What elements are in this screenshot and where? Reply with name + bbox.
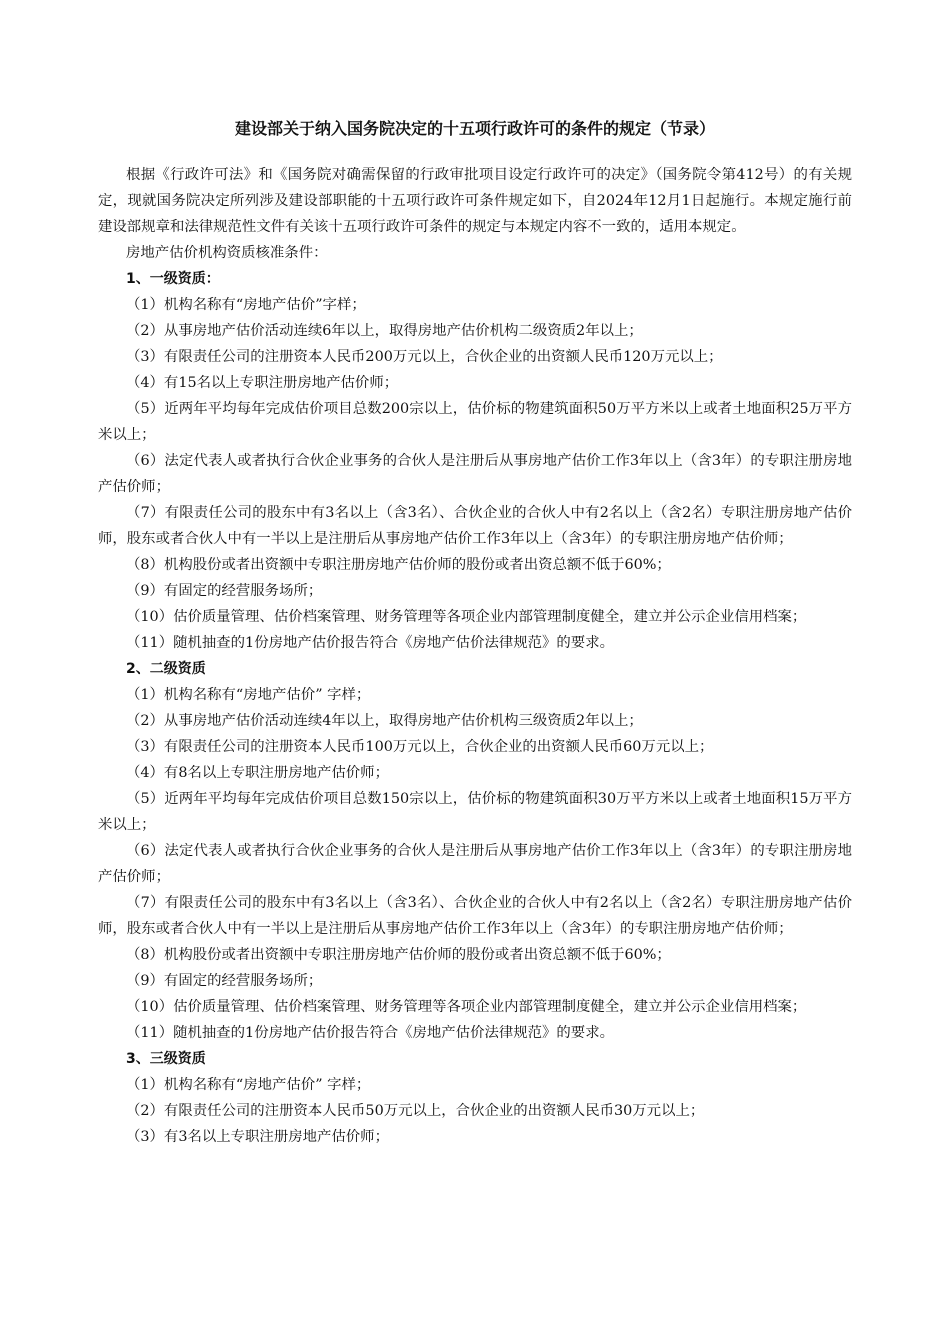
- list-item: （3）有限责任公司的注册资本人民币100万元以上，合伙企业的出资额人民币60万元以上；: [126, 739, 714, 755]
- document-title: 建设部关于纳入国务院决定的十五项行政许可的条件的规定（节录）: [234, 119, 715, 138]
- list-item: （7）有限责任公司的股东中有3名以上（含3名）、合伙企业的合伙人中有2名以上（含2名）专职注册房地产估价师，股东或者合伙人中有一半以上是注册后从事房地产估价工作3年以上（含3年）的专职注册房地产估价师；: [98, 895, 852, 937]
- list-item: （4）有15名以上专职注册房地产估价师；: [126, 375, 399, 391]
- list-item: （5）近两年平均每年完成估价项目总数150宗以上，估价标的物建筑面积30万平方米以上或者土地面积15万平方米以上；: [98, 791, 852, 833]
- list-item: （11）随机抽查的1份房地产估价报告符合《房地产估价法律规范》的要求。: [126, 1025, 614, 1041]
- list-item: （5）近两年平均每年完成估价项目总数200宗以上，估价标的物建筑面积50万平方米以上或者土地面积25万平方米以上；: [98, 401, 852, 443]
- intro-paragraph: 根据《行政许可法》和《国务院对确需保留的行政审批项目设定行政许可的决定》（国务院令第412号）的有关规定，现就国务院决定所列涉及建设部职能的十五项行政许可条件规定如下，自2024年12月1日起施行。本规定施行前建设部规章和法律规范性文件有关该十五项行政许可条件的规定与本规定内容不一致的，适用本规定。: [98, 167, 852, 235]
- list-item: （3）有限责任公司的注册资本人民币200万元以上，合伙企业的出资额人民币120万元以上；: [126, 349, 723, 365]
- list-item: （10）估价质量管理、估价档案管理、财务管理等各项企业内部管理制度健全，建立并公示企业信用档案；: [126, 999, 807, 1015]
- list-item: （1）机构名称有“房地产估价”字样；: [126, 297, 366, 313]
- list-item: （1）机构名称有“房地产估价” 字样；: [126, 1077, 371, 1093]
- list-item: （11）随机抽查的1份房地产估价报告符合《房地产估价法律规范》的要求。: [126, 635, 614, 651]
- section-heading-level-3: 3、三级资质: [126, 1051, 206, 1067]
- list-item: （3）有3名以上专职注册房地产估价师；: [126, 1129, 389, 1145]
- subject-line: 房地产估价机构资质核准条件：: [126, 245, 328, 261]
- list-item: （1）机构名称有“房地产估价” 字样；: [126, 687, 371, 703]
- list-item: （9）有固定的经营服务场所；: [126, 583, 323, 599]
- list-item: （10）估价质量管理、估价档案管理、财务管理等各项企业内部管理制度健全，建立并公示企业信用档案；: [126, 609, 807, 625]
- list-item: （4）有8名以上专职注册房地产估价师；: [126, 765, 389, 781]
- section-heading-level-1: 1、一级资质：: [126, 271, 220, 287]
- list-item: （8）机构股份或者出资额中专职注册房地产估价师的股份或者出资总额不低于60%；: [126, 947, 671, 963]
- list-item: （2）有限责任公司的注册资本人民币50万元以上，合伙企业的出资额人民币30万元以上；: [126, 1103, 705, 1119]
- list-item: （7）有限责任公司的股东中有3名以上（含3名）、合伙企业的合伙人中有2名以上（含2名）专职注册房地产估价师，股东或者合伙人中有一半以上是注册后从事房地产估价工作3年以上（含3年）的专职注册房地产估价师；: [98, 505, 852, 547]
- list-item: （2）从事房地产估价活动连续4年以上，取得房地产估价机构三级资质2年以上；: [126, 713, 643, 729]
- list-item: （8）机构股份或者出资额中专职注册房地产估价师的股份或者出资总额不低于60%；: [126, 557, 671, 573]
- list-item: （9）有固定的经营服务场所；: [126, 973, 323, 989]
- list-item: （2）从事房地产估价活动连续6年以上，取得房地产估价机构二级资质2年以上；: [126, 323, 643, 339]
- section-heading-level-2: 2、二级资质: [126, 661, 206, 677]
- document-body: [98, 162, 852, 1150]
- list-item: （6）法定代表人或者执行合伙企业事务的合伙人是注册后从事房地产估价工作3年以上（含3年）的专职注册房地产估价师；: [98, 453, 852, 495]
- list-item: （6）法定代表人或者执行合伙企业事务的合伙人是注册后从事房地产估价工作3年以上（含3年）的专职注册房地产估价师；: [98, 843, 852, 885]
